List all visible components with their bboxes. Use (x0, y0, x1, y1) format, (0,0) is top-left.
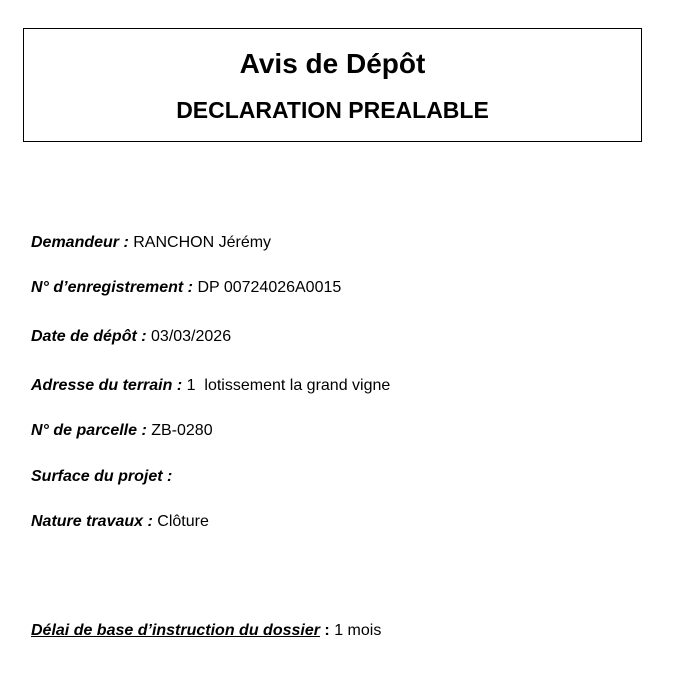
field-value: 1 mois (334, 622, 382, 639)
field-label: N° de parcelle : (31, 422, 147, 439)
field-label: Date de dépôt : (31, 328, 147, 345)
header-box (23, 28, 642, 142)
field-separator: : (319, 622, 330, 639)
field-label: Nature travaux : (31, 513, 153, 530)
field-value: 1 lotissement la grand vigne (186, 377, 391, 394)
field-delai-instruction (31, 621, 381, 641)
field-nature-travaux (31, 512, 209, 532)
field-label: Adresse du terrain : (31, 377, 183, 394)
document-subtitle: DECLARATION PREALABLE (176, 97, 489, 123)
field-value: 03/03/2026 (151, 328, 232, 345)
document-title: Avis de Dépôt (239, 48, 426, 79)
field-surface-projet (31, 467, 172, 487)
field-date-depot (31, 327, 231, 347)
field-value: RANCHON Jérémy (133, 234, 272, 251)
field-label: Délai de base d’instruction du dossier (31, 622, 320, 639)
field-label: Demandeur : (31, 234, 129, 251)
field-demandeur (31, 233, 271, 253)
field-numero-enregistrement (31, 278, 341, 298)
field-label: Surface du projet : (31, 468, 173, 485)
field-label: N° d’enregistrement : (31, 279, 193, 296)
field-value: Clôture (157, 513, 209, 530)
field-value: ZB-0280 (151, 422, 213, 439)
field-numero-parcelle (31, 421, 213, 441)
field-value: DP 00724026A0015 (197, 279, 342, 296)
field-adresse-terrain (31, 376, 390, 396)
